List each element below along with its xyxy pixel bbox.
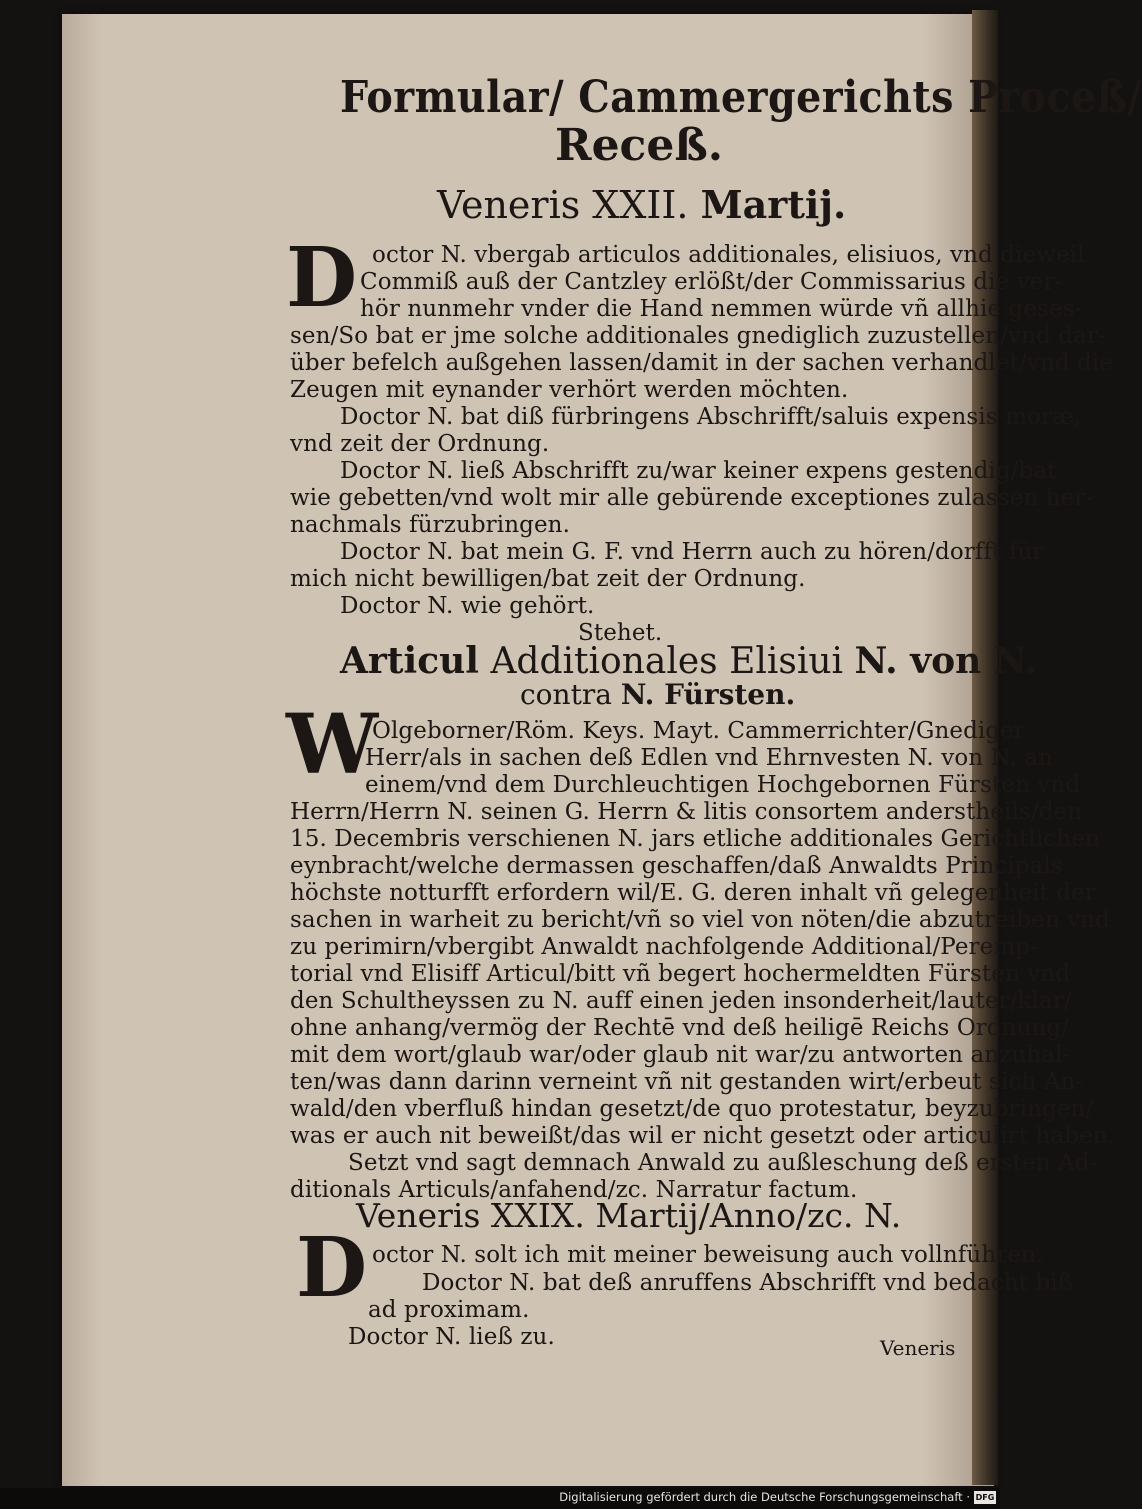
section2-heading-party: N. von N. bbox=[854, 640, 1037, 682]
para2-line: Olgeborner/Röm. Keys. Mayt. Cammerrichter/Gnediger bbox=[372, 718, 1025, 744]
para1-line: Doctor N. bat diß fürbringens Abschrifft/saluis expensis moræ, bbox=[340, 404, 1082, 430]
section1-heading-month: Martij. bbox=[700, 182, 847, 227]
running-title-line2: Receß. bbox=[555, 120, 724, 171]
para1-line: mich nicht bewilligen/bat zeit der Ordnung. bbox=[290, 566, 806, 592]
para1-line: Zeugen mit eynander verhört werden möchten. bbox=[290, 377, 849, 403]
para2-line: höchste notturfft erfordern wil/E. G. deren inhalt vñ gelegenheit der bbox=[290, 880, 1096, 906]
para2-line: sachen in warheit zu bericht/vñ so viel von nöten/die abzutreiben vnd bbox=[290, 907, 1110, 933]
para1-line: sen/So bat er jme solche additionales gnediglich zuzustellen/vnd dar- bbox=[290, 323, 1106, 349]
para1-line: Doctor N. ließ Abschrifft zu/war keiner expens gestendig/bat bbox=[340, 458, 1057, 484]
section2-heading-articul: Articul bbox=[340, 640, 479, 682]
para1-line: Commiß auß der Cantzley erlößt/der Commissarius die ver- bbox=[360, 269, 1063, 295]
para2-line: eynbracht/welche dermassen geschaffen/daß Anwaldts Principals bbox=[290, 853, 1063, 879]
para2-line: mit dem wort/glaub war/oder glaub nit war/zu antworten anzuhal- bbox=[290, 1042, 1071, 1068]
stehet-line: Stehet. bbox=[578, 620, 663, 646]
para2-line: 15. Decembris verschienen N. jars etliche additionales Gerichtlichen bbox=[290, 826, 1100, 852]
para1-line: hör nunmehr vnder die Hand nemmen würde vñ allhie geses- bbox=[360, 296, 1083, 322]
para2-line: den Schultheyssen zu N. auff einen jeden insonderheit/lauter/klar/ bbox=[290, 988, 1072, 1014]
section2-fuersten: N. Fürsten. bbox=[620, 678, 796, 711]
para1-line: octor N. vbergab articulos additionales, elisiuos, vnd dieweil bbox=[372, 242, 1085, 268]
para3-line: octor N. solt ich mit meiner beweisung auch vollnführen. bbox=[372, 1242, 1044, 1268]
running-title-line1: Formular/ Cammergerichts Proceß/ bbox=[340, 72, 1142, 123]
para3-line: Doctor N. bat deß anruffens Abschrifft vnd bedacht biß bbox=[422, 1270, 1074, 1296]
catchword: Veneris bbox=[880, 1336, 956, 1360]
para1-line: Doctor N. wie gehört. bbox=[340, 593, 595, 619]
section3-heading: Veneris XXIX. Martij/Anno/zc. N. bbox=[356, 1196, 902, 1235]
para2-line: ten/was dann darinn verneint vñ nit gestanden wirt/erbeut sich An- bbox=[290, 1069, 1084, 1095]
para2-line: was er auch nit beweißt/das wil er nicht gesetzt oder articulirt haben. bbox=[290, 1123, 1116, 1149]
para2-line: Herr/als in sachen deß Edlen vnd Ehrnvesten N. von N. an bbox=[365, 745, 1053, 771]
section2-heading-additionales: Additionales Elisiui bbox=[490, 641, 844, 682]
section2-contra: contra bbox=[520, 678, 612, 711]
para2-line: wald/den vberfluß hindan gesetzt/de quo protestatur, beyzubringen/ bbox=[290, 1096, 1094, 1122]
decorated-initial-w: W bbox=[286, 697, 379, 793]
para1-line: nachmals fürzubringen. bbox=[290, 512, 571, 538]
section1-heading-date: Veneris XXII. bbox=[437, 183, 689, 227]
funding-notice: Digitalisierung gefördert durch die Deutsche Forschungsgemeinschaft · bbox=[559, 1490, 970, 1504]
para2-line: Setzt vnd sagt demnach Anwald zu außleschung deß ersten Ad- bbox=[348, 1150, 1098, 1176]
para1-line: Doctor N. bat mein G. F. vnd Herrn auch zu hören/dorfft für bbox=[340, 539, 1044, 565]
para3-line: ad proximam. bbox=[368, 1297, 530, 1323]
section2-heading bbox=[340, 640, 1037, 682]
para2-line: zu perimirn/vbergibt Anwaldt nachfolgende Additional/Peremp- bbox=[290, 934, 1038, 960]
decorated-initial-d2: D bbox=[296, 1220, 368, 1316]
section1-heading bbox=[437, 182, 846, 227]
para2-line: Herrn/Herrn N. seinen G. Herrn & litis consortem anderstheils/den bbox=[290, 799, 1083, 825]
para3-line: Doctor N. ließ zu. bbox=[348, 1324, 555, 1350]
footer-bar bbox=[0, 1488, 1000, 1509]
dfg-logo: DFG bbox=[975, 1493, 995, 1502]
section2-subheading bbox=[520, 678, 795, 711]
para2-line: ohne anhang/vermög der Rechtē vnd deß heiligē Reichs Ordnung/ bbox=[290, 1015, 1070, 1041]
para2-line: einem/vnd dem Durchleuchtigen Hochgebornen Fürsten vnd bbox=[365, 772, 1081, 798]
para2-line: torial vnd Elisiff Articul/bitt vñ begert hochermeldten Fürsten vnd bbox=[290, 961, 1071, 987]
para1-line: über befelch außgehen lassen/damit in der sachen verhandlet/vnd die bbox=[290, 350, 1113, 376]
para2-line: ditionals Articuls/anfahend/zc. Narratur factum. bbox=[290, 1177, 858, 1203]
para1-line: wie gebetten/vnd wolt mir alle gebürende exceptiones zulassen her- bbox=[290, 485, 1094, 511]
para1-line: vnd zeit der Ordnung. bbox=[290, 431, 550, 457]
decorated-initial-d: D bbox=[286, 230, 358, 326]
